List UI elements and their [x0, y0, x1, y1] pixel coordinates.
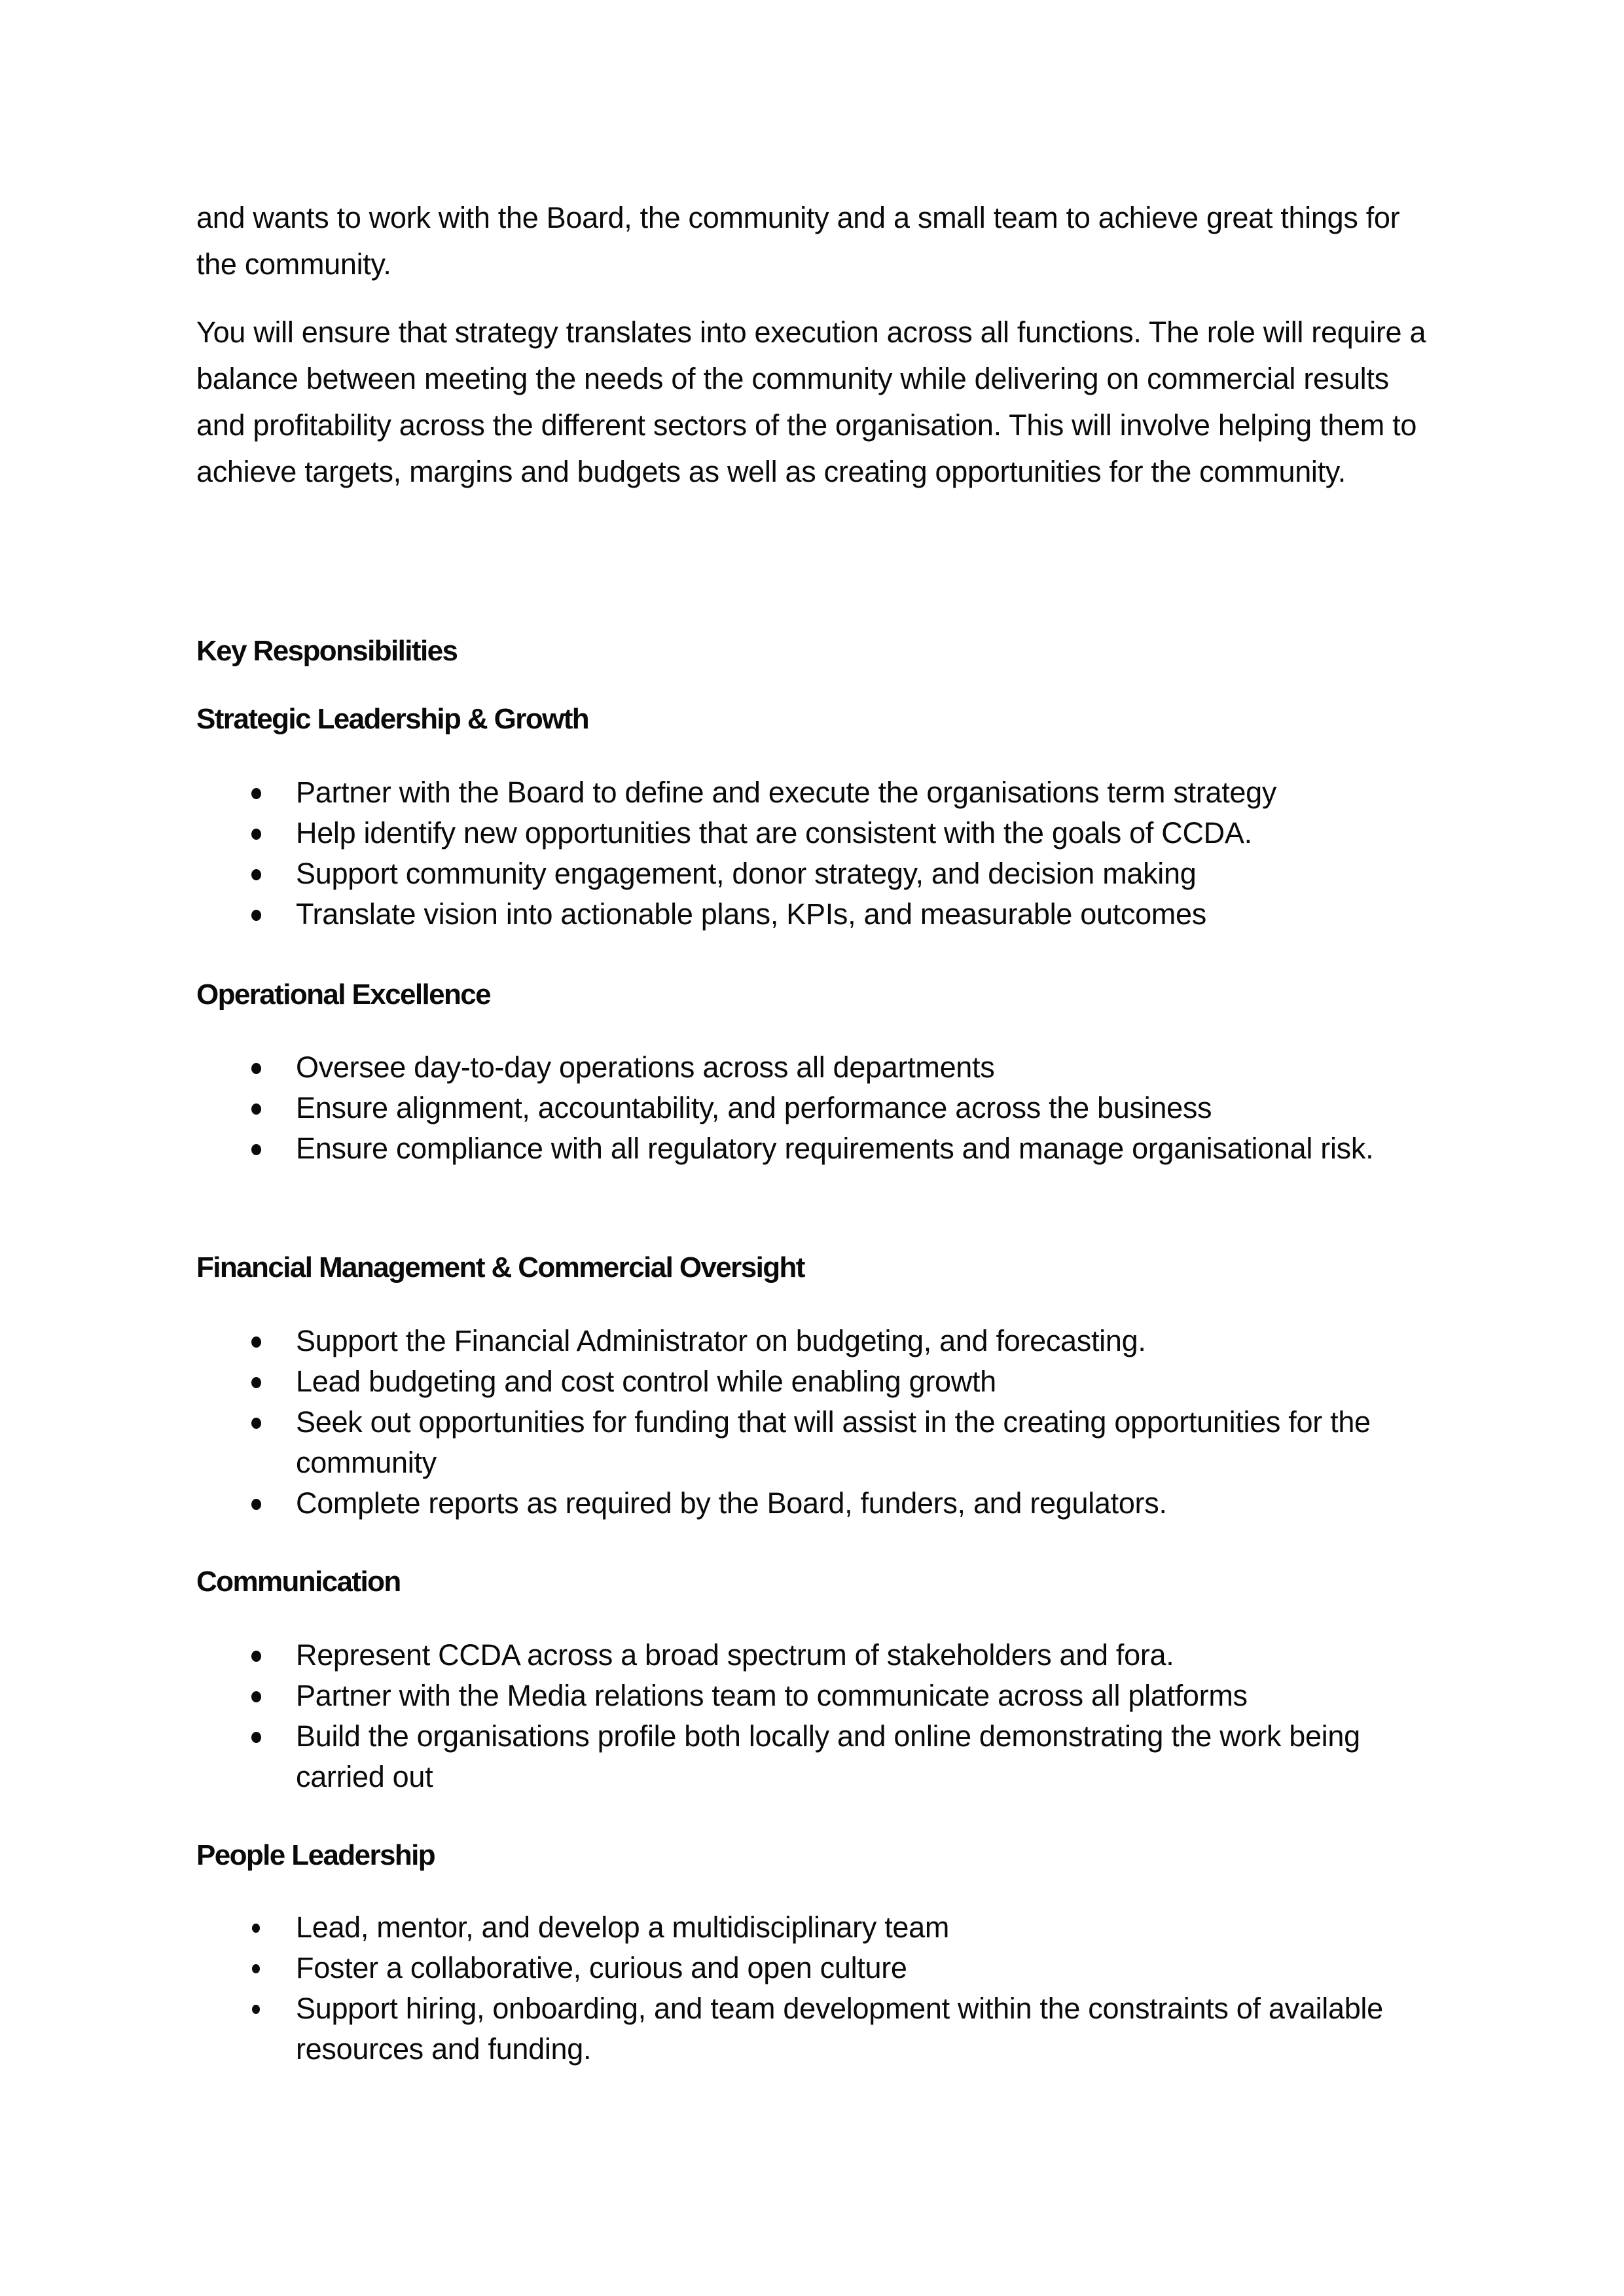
bullet-icon — [252, 2005, 260, 2014]
bullet-icon — [251, 910, 261, 921]
bullet-icon — [252, 1964, 260, 1973]
section-heading-communication: Communication — [196, 1566, 401, 1598]
bullet-icon — [251, 1063, 261, 1074]
list-item: Lead, mentor, and develop a multidisciplinary team — [196, 1907, 1453, 1948]
section-heading-financial-management: Financial Management & Commercial Oversight — [196, 1251, 804, 1283]
communication-list — [196, 1635, 1453, 1797]
bullet-icon — [251, 1691, 261, 1702]
bullet-icon — [251, 1732, 261, 1743]
bullet-icon — [252, 1924, 260, 1933]
list-item: Partner with the Board to define and execute the organisations term strategy — [196, 772, 1453, 813]
bullet-icon — [251, 1651, 261, 1662]
key-responsibilities-heading: Key Responsibilities — [196, 635, 458, 667]
bullet-icon — [251, 1499, 261, 1510]
list-item: Build the organisations profile both locally and online demonstrating the work being carried out — [196, 1716, 1453, 1797]
people-leadership-list — [196, 1907, 1453, 2070]
section-heading-people-leadership: People Leadership — [196, 1839, 435, 1871]
list-item: Translate vision into actionable plans, KPIs, and measurable outcomes — [196, 894, 1453, 935]
bullet-icon — [251, 869, 261, 880]
bullet-icon — [251, 829, 261, 840]
bullet-icon — [251, 788, 261, 799]
list-item: Partner with the Media relations team to communicate across all platforms — [196, 1676, 1453, 1716]
list-item: Represent CCDA across a broad spectrum of stakeholders and fora. — [196, 1635, 1453, 1676]
financial-management-list — [196, 1321, 1453, 1524]
list-item: Seek out opportunities for funding that will assist in the creating opportunities for the community — [196, 1402, 1453, 1483]
bullet-icon — [251, 1144, 261, 1155]
list-item: Complete reports as required by the Board, funders, and regulators. — [196, 1483, 1453, 1524]
list-item: Help identify new opportunities that are consistent with the goals of CCDA. — [196, 813, 1453, 853]
section-heading-operational-excellence: Operational Excellence — [196, 978, 491, 1011]
intro-paragraph-2: You will ensure that strategy translates into execution across all functions. The role will require a balance between meeting the needs of the community while delivering on commercial results and profitability across the different sectors of the organisation. This will involve helping them to achieve targets, margins and budgets as well as creating opportunities for the community. — [196, 315, 1426, 488]
operational-excellence-list — [196, 1047, 1453, 1169]
bullet-icon — [251, 1336, 261, 1348]
bullet-icon — [251, 1103, 261, 1115]
list-item: Ensure alignment, accountability, and performance across the business — [196, 1088, 1453, 1128]
list-item: Ensure compliance with all regulatory requirements and manage organisational risk. — [196, 1128, 1453, 1169]
list-item: Support community engagement, donor strategy, and decision making — [196, 853, 1453, 894]
list-item: Oversee day-to-day operations across all departments — [196, 1047, 1453, 1088]
strategic-leadership-list — [196, 772, 1453, 935]
intro-paragraph-1: and wants to work with the Board, the community and a small team to achieve great things for the community. — [196, 201, 1400, 281]
list-item: Support hiring, onboarding, and team development within the constraints of available resources and funding. — [196, 1988, 1453, 2070]
bullet-icon — [251, 1418, 261, 1429]
list-item: Support the Financial Administrator on budgeting, and forecasting. — [196, 1321, 1453, 1361]
list-item: Foster a collaborative, curious and open culture — [196, 1948, 1453, 1988]
section-heading-strategic-leadership: Strategic Leadership & Growth — [196, 703, 589, 735]
list-item: Lead budgeting and cost control while enabling growth — [196, 1361, 1453, 1402]
bullet-icon — [251, 1377, 261, 1388]
